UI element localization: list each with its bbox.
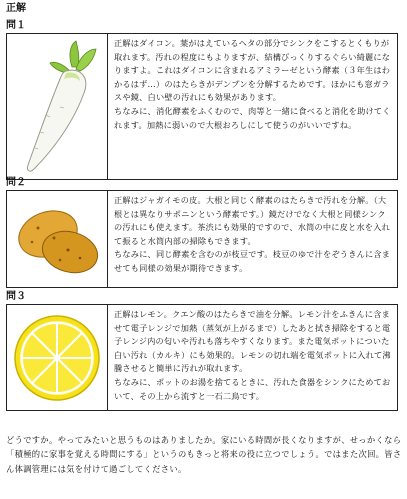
question-2-text [108,191,397,287]
potato-illustration [7,191,108,287]
potato-icon [10,194,104,284]
closing-message [6,433,402,476]
question-1-text [108,34,397,179]
closing-paragraph: どうですか。やってみたいと思うものはありましたか。家にいる時間が長くなりますが、せっかくなら「積極的に家事を覚える時間にする」というのもきっと将来の役に立つでしょう。ではまた次回。皆さん体調管理には気を付けて過ごしてください。 [6,435,402,474]
question-2-paragraph: 正解はジャガイモの皮。大根と同じく酵素のはたらきで汚れを分解。（大根とは異なりサポニンという酵素です。）鏡だけでなく大根と同様シンクの汚れにも使えます。茶渋にも効果的ですので、水筒の中に皮と水を入れて振ると水筒内部の掃除もできます。 [114,195,390,246]
question-1-heading: 問１ [6,20,26,31]
question-3-heading: 問３ [6,291,26,302]
question-2-heading: 問２ [6,177,26,188]
question-2-paragraph: ちなみに、同じ酵素を含むのが枝豆です。枝豆のゆで汁をぞうきんに含ませても同様の効果が期待できます。 [114,249,391,273]
lemon-icon [10,308,104,408]
question-1-row [6,33,398,180]
lemon-slice-illustration [7,305,108,410]
daikon-icon [10,37,104,177]
question-1-paragraph: 正解はダイコン。葉がはえているヘタの部分でシンクをこするとくもりが取れます。汚れの程度にもよりますが、結構びっくりするぐらい綺麗になりますよ。これはダイコンに含まれるアミラーゼという酵素（３年生はわかるはず…）のはたらきがデンプンを分解するためです。ほかにも窓ガラスや鏡、白い壁の汚れにも効果があります。 [114,38,391,103]
question-1-paragraph: ちなみに、消化酵素をふくむので、肉等と一緒に食べると消化を助けてくれます。加熱に弱いので大根おろしにして使うのがいいですね。 [114,105,391,130]
question-3-text [108,305,397,410]
question-3-paragraph: 正解はレモン。クエン酸のはたらきで油を分解。レモン汁をふきんに含ませて電子レンジで加熱（蒸気が上がるまで）したあと拭き掃除をすると電子レンジ内の匂いや汚れも落ちやすくなります。また電気ポットについた白い汚れ（カルキ）にも効果的。レモンの切れ端を電気ポットに入れて沸騰させると簡単に汚れが取れます。 [114,309,391,374]
question-3-paragraph: ちなみに、ポットのお湯を捨てるときに、汚れた食器をシンクにためておいて、その上から流すと一石二鳥です。 [114,376,391,401]
daikon-radish-illustration [7,34,108,179]
question-3-row [6,304,398,411]
question-2-row [6,190,398,288]
answer-heading: 正解 [6,3,26,14]
